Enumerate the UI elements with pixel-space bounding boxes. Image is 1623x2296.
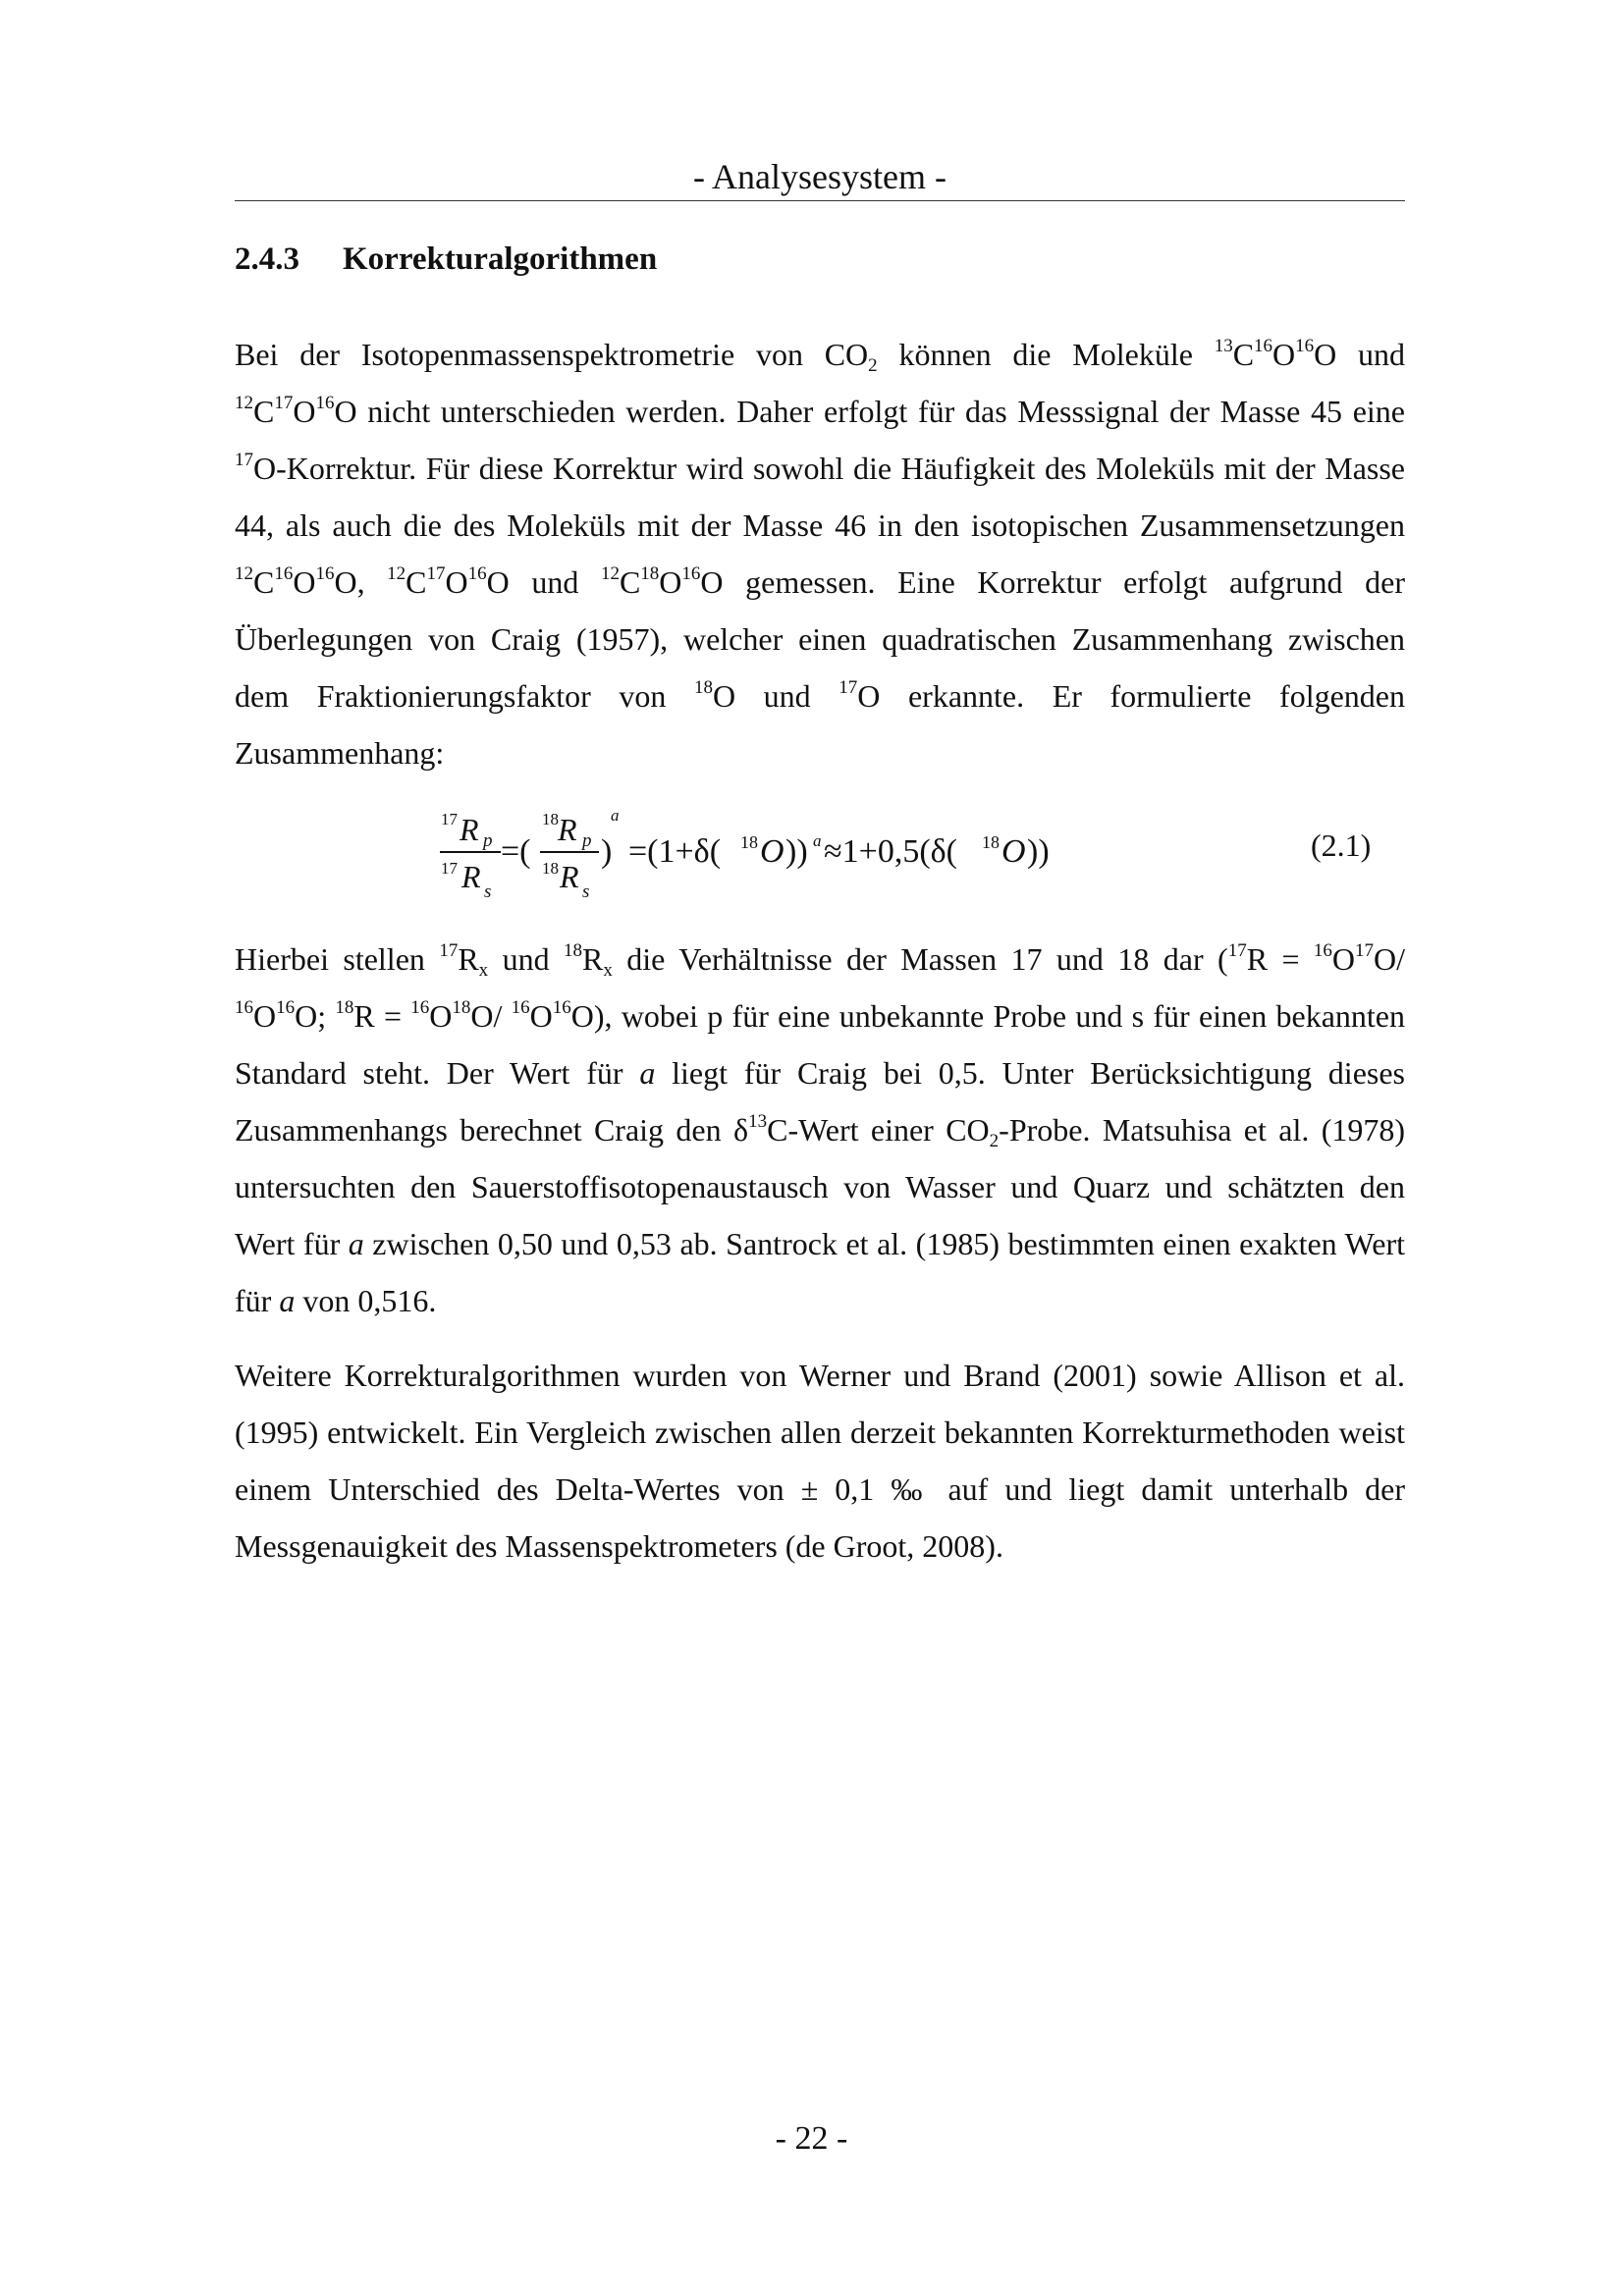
svg-text:a: a (611, 806, 620, 825)
svg-text:p: p (483, 830, 493, 851)
svg-text:s: s (484, 881, 492, 902)
svg-text:17: 17 (441, 810, 458, 828)
equation-number: (2.1) (1311, 828, 1372, 863)
svg-text:)): )) (1027, 833, 1050, 870)
svg-text:18: 18 (740, 832, 758, 852)
svg-text:O: O (760, 833, 784, 870)
svg-text:R: R (460, 812, 479, 847)
svg-text:18: 18 (542, 810, 559, 828)
svg-text:17: 17 (441, 859, 458, 878)
section-number: 2.4.3 (235, 241, 299, 277)
page-number: - 22 - (775, 2120, 848, 2157)
svg-text:=(1+δ(: =(1+δ( (628, 833, 722, 870)
svg-text:)): )) (785, 833, 808, 870)
svg-text:p: p (582, 830, 592, 851)
svg-text:O: O (1001, 833, 1026, 870)
svg-text:≈1+0,5(δ(: ≈1+0,5(δ( (824, 833, 957, 870)
svg-text:R: R (558, 812, 577, 847)
svg-text:): ) (601, 833, 613, 870)
paragraph-3: Weitere Korrekturalgorithmen wurden von Werner und Brand (2001) sowie Allison et al. (1995) entwickelt. Ein Vergleich zwischen allen derzeit bekannten Korrekturmethoden weist einem Unterschied des Delta-Wertes von ± 0,1 ‰ auf und liegt damit unterhalb der Messgenauigkeit des Massenspektrometers (de Groot, 2008). (235, 1358, 1405, 1564)
paragraph-1: Bei der Isotopenmassenspektrometrie von $CO_2$ können die Moleküle $^{13}C^{16}O^{16}O$ und $^{12}C^{17}O^{16}O$ nicht unterschieden werden. Daher erfolgt für das Messsignal der Masse 45 eine $^{17}$O-Korrektur. Für diese Korrektur wird sowohl die Häufigkeit des Moleküls mit der Masse 44, als auch die des Moleküls mit der Masse 46 in den isotopischen Zusammensetzungen $^{12}C^{16}O^{16}O$, $^{12}C^{17}O^{16}O$ und $^{12}C^{18}O^{16}O$ gemessen. Eine Korrektur erfolgt aufgrund der Überlegungen von Craig (1957), welcher einen quadratischen Zusammenhang zwischen dem Fraktionierungsfaktor von $^{18}$O und $^{17}$O erkannte. Er formulierte folgenden Zusammenhang: (235, 336, 1406, 771)
section-heading (235, 238, 657, 281)
svg-text:R: R (560, 859, 579, 894)
svg-text:a: a (813, 831, 822, 850)
equation-2-1 (432, 803, 1217, 911)
svg-text:18: 18 (982, 832, 1000, 852)
paragraph-2: Hierbei stellen $^{17}R_x$ und $^{18}R_x$ die Verhältnisse der Massen 17 und 18 dar ($^{17}R = ^{16}O^{17}O/$ $^{16}O^{16}O$; $^{18}R = ^{16}O^{18}O/$ $^{16}O^{16}O$), wobei p für eine unbekannte Probe und s für einen bekannten Standard steht. Der Wert für a liegt für Craig bei 0,5. Unter Berücksichtigung dieses Zusammenhangs berechnet Craig den $\delta^{13}C$-Wert einer $CO_2$-Probe. Matsuhisa et al. (1978) untersuchten den Sauerstoffisotopenaustausch von Wasser und Quarz und schätzten den Wert für a zwischen 0,50 und 0,53 ab. Santrock et al. (1985) bestimmten einen exakten Wert für a von 0,516. (235, 940, 1406, 1318)
svg-text:=(: =( (501, 833, 531, 870)
section-title: Korrekturalgorithmen (343, 241, 658, 277)
svg-text:s: s (582, 881, 590, 902)
running-header: - Analysesystem - (235, 153, 1405, 201)
svg-text:18: 18 (542, 859, 559, 878)
svg-text:R: R (461, 859, 481, 894)
